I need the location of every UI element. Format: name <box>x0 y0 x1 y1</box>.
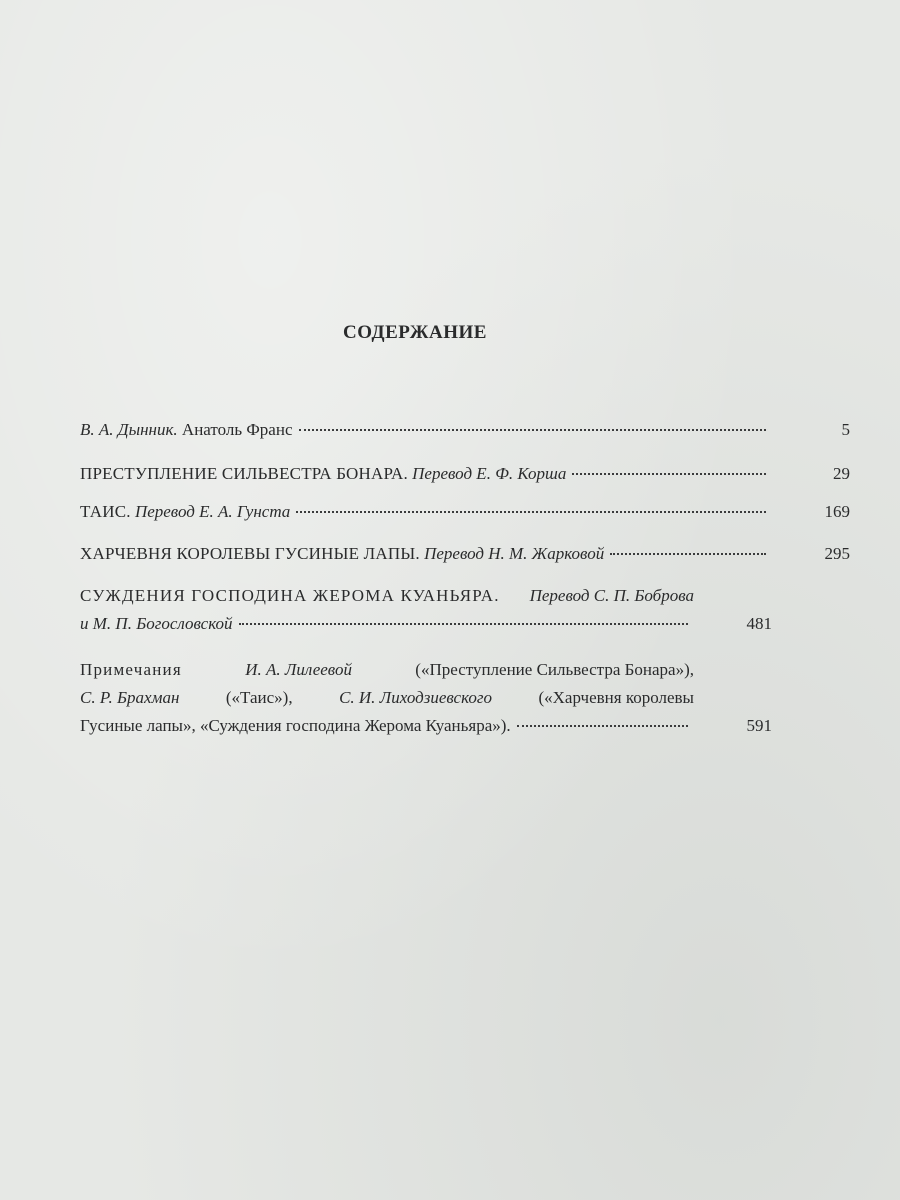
notes-work-4: Гусиные лапы», «Суждения господина Жерома Куаньяра»). <box>80 716 511 735</box>
entry-page: 29 <box>833 464 850 483</box>
entry-title: ХАРЧЕВНЯ КОРОЛЕВЫ ГУСИНЫЕ ЛАПЫ. <box>80 544 420 563</box>
dot-leader <box>299 429 767 431</box>
toc-entry-intro <box>80 418 850 442</box>
toc-entry-reine-pedauque <box>80 542 850 566</box>
entry-page: 481 <box>746 614 772 633</box>
toc-heading: СОДЕРЖАНИЕ <box>343 322 487 343</box>
entry-title: ТАИС. <box>80 502 131 521</box>
entry-title: ПРЕСТУПЛЕНИЕ СИЛЬВЕСТРА БОНАРА. <box>80 464 408 483</box>
dot-leader <box>610 553 766 555</box>
toc-entry-bonnard <box>80 462 850 486</box>
notes-author-3: С. И. Лиходзиевского <box>339 688 493 707</box>
notes-author-1: И. А. Лилеевой <box>245 660 352 679</box>
entry-translation-second: М. П. Богословской <box>92 614 233 633</box>
notes-work-1: («Преступление Сильвестра Бонара»), <box>415 660 694 679</box>
dot-leader <box>239 623 688 625</box>
entry-translation: Перевод Н. М. Жарковой <box>424 544 605 563</box>
entry-conjunction: и <box>80 614 89 633</box>
dot-leader <box>517 725 688 727</box>
entry-title: СУЖДЕНИЯ ГОСПОДИНА ЖЕРОМА КУАНЬЯРА. <box>80 586 500 605</box>
notes-work-2: («Таис»), <box>225 688 293 707</box>
entry-translation: Перевод Е. Ф. Корша <box>412 464 567 483</box>
entry-page: 5 <box>841 420 850 439</box>
toc-entry-coignard <box>80 584 772 636</box>
toc-entry-thais <box>80 500 850 524</box>
dot-leader <box>296 511 766 513</box>
notes-work-3: («Харчевня королевы <box>538 688 694 707</box>
dot-leader <box>572 473 766 475</box>
entry-translation: Перевод Е. А. Гунста <box>134 502 291 521</box>
entry-page: 295 <box>824 544 850 563</box>
entry-translation: Перевод С. П. Боброва <box>529 586 694 605</box>
entry-page: 591 <box>746 716 772 735</box>
entry-page: 169 <box>824 502 850 521</box>
entry-author: В. А. Дынник. <box>80 420 178 439</box>
notes-label: Примечания <box>80 660 182 679</box>
toc-entry-notes <box>80 658 772 738</box>
entry-title: Анатоль Франс <box>181 420 293 439</box>
notes-author-2: С. Р. Брахман <box>80 688 180 707</box>
